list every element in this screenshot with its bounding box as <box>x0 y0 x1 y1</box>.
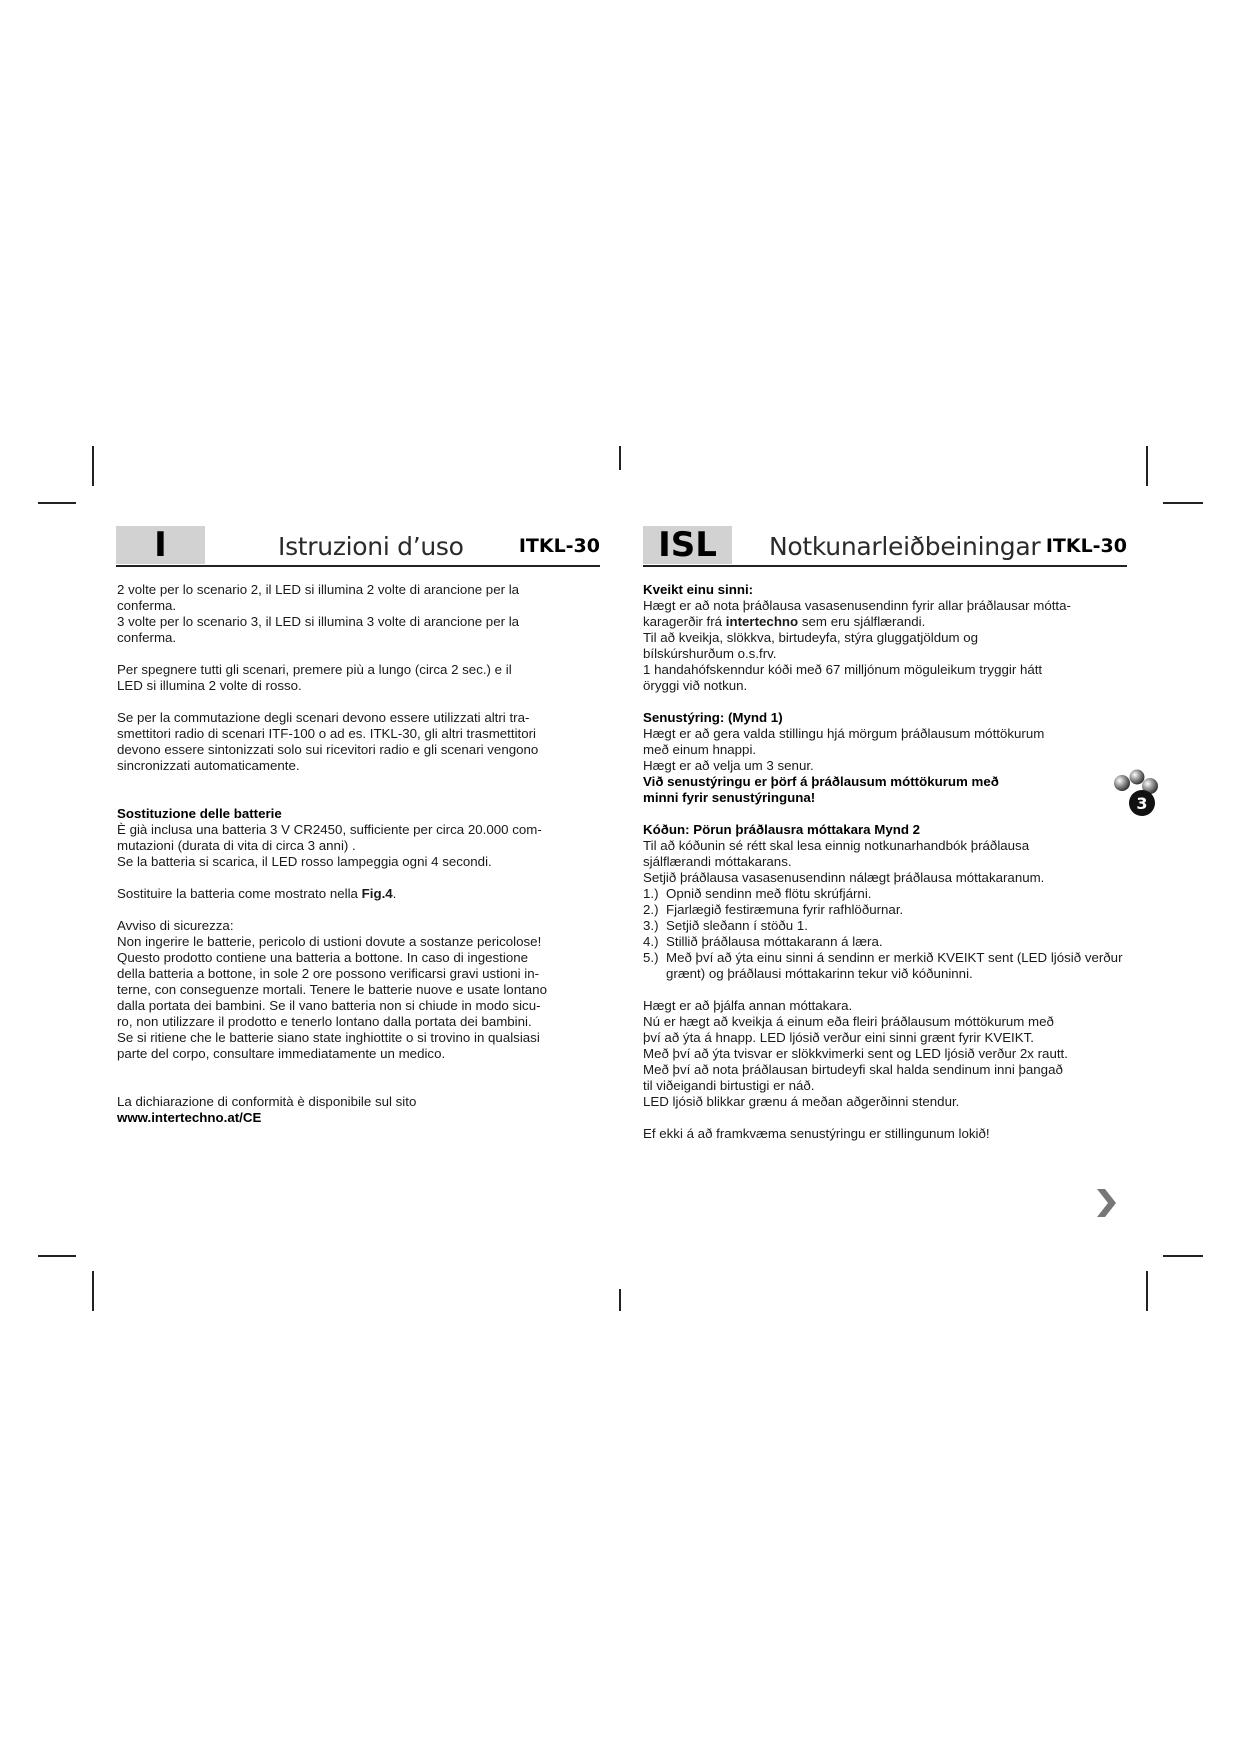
list-item <box>643 934 1138 950</box>
section-heading: Kveikt einu sinni: <box>643 582 754 597</box>
list-item <box>643 886 1138 902</box>
step-text: Fjarlægið festiræmuna fyrir rafhlöðurnar. <box>666 902 904 917</box>
page-title: Notkunarleiðbeiningar <box>769 532 1041 561</box>
figure-reference: Fig.4 <box>361 886 393 901</box>
crop-mark <box>92 446 94 486</box>
body-line <box>117 886 605 902</box>
step-number: 4.) <box>643 934 659 949</box>
body-line: È già inclusa una batteria 3 V CR2450, sufficiente per circa 20.000 com- <box>117 822 542 837</box>
body-line <box>643 614 1138 630</box>
body-line: Se si ritiene che le batterie siano state inghiottite o si trovino in qualsiasi <box>117 1030 540 1045</box>
body-line: með einum hnappi. <box>643 742 757 757</box>
body-text: karagerðir frá <box>643 614 726 629</box>
step-number: 3.) <box>643 918 659 933</box>
body-line: Til að kveikja, slökkva, birtudeyfa, stýra gluggatjöldum og <box>643 630 979 645</box>
step-text: Með því að ýta einu sinni á sendinn er merkið KVEIKT sent (LED ljósið verður grænt) og þráðlausi móttakarinn tekur við kóðuninni. <box>666 950 1123 981</box>
step-number: 1.) <box>643 886 659 901</box>
step-number: 5.) <box>643 950 659 965</box>
body-line: smettitori radio di scenari ITF-100 o ad es. ITKL-30, gli altri trasmettitori <box>117 726 537 741</box>
body-line: ro, non utilizzare il prodotto e tenerlo lontano dalla portata dei bambini. <box>117 1014 532 1029</box>
crop-mark <box>1163 1255 1203 1257</box>
brand-name: intertechno <box>725 614 799 629</box>
body-line: dalla portata dei bambini. Se il vano batteria non si chiude in modo sicu- <box>117 998 541 1013</box>
body-line: Nú er hægt að kveikja á einum eða fleiri þráðlausum móttökurum með <box>643 1014 1054 1029</box>
list-item <box>643 950 1138 982</box>
crop-mark <box>1163 502 1203 504</box>
section-heading: Sostituzione delle batterie <box>117 806 282 821</box>
body-line: Ef ekki á að framkvæma senustýringu er stillingunum lokið! <box>643 1126 990 1141</box>
header-rule <box>643 565 1127 567</box>
scene-3-icon <box>1110 769 1162 821</box>
chevron-right-icon[interactable] <box>1095 1188 1117 1218</box>
body-line: Til að kóðunin sé rétt skal lesa einnig notkunarhandbók þráðlausa <box>643 838 1030 853</box>
body-line: til viðeigandi birtustigi er náð. <box>643 1078 815 1093</box>
body-line: Hægt er að velja um 3 senur. <box>643 758 814 773</box>
body-line: conferma. <box>117 598 177 613</box>
model-number: ITKL-30 <box>518 535 600 557</box>
body-line: sjálflærandi móttakarans. <box>643 854 792 869</box>
crop-mark <box>38 1255 76 1257</box>
language-tag: ISL <box>643 526 732 564</box>
icelandic-page-header <box>643 526 1127 564</box>
body-line: della batteria a bottone, in sole 2 ore possono verificarsi gravi ustioni in- <box>117 966 540 981</box>
body-line: Hægt er að þjálfa annan móttakara. <box>643 998 853 1013</box>
list-item <box>643 902 1138 918</box>
body-line: Non ingerire le batterie, pericolo di ustioni dovute a sostanze pericolose! <box>117 934 542 949</box>
list-item <box>643 918 1138 934</box>
body-line: conferma. <box>117 630 177 645</box>
body-line: devono essere sintonizzati solo sui ricevitori radio e gli scenari vengono <box>117 742 539 757</box>
body-line: 3 volte per lo scenario 3, il LED si illumina 3 volte di arancione per la <box>117 614 520 629</box>
scene-icon-number: 3 <box>1136 794 1148 813</box>
italian-column <box>117 582 605 1126</box>
body-line: Avviso di sicurezza: <box>117 918 234 933</box>
body-line: Hægt er að gera valda stillingu hjá mörgum þráðlausum móttökurum <box>643 726 1045 741</box>
emphasis-line: Við senustýringu er þörf á þráðlausum móttökurum með <box>643 774 999 789</box>
body-line: því að ýta á hnapp. LED ljósið verður eini sinni grænt fyrir KVEIKT. <box>643 1030 1034 1045</box>
step-text: Stillið þráðlausa móttakarann á læra. <box>666 934 883 949</box>
body-line: 1 handahófskenndur kóði með 67 milljónum möguleikum tryggir hátt <box>643 662 1043 677</box>
body-line: Með því að ýta tvisvar er slökkvimerki sent og LED ljósið verður 2x rautt. <box>643 1046 1068 1061</box>
step-number: 2.) <box>643 902 659 917</box>
body-line: bílskúrshurðum o.s.frv. <box>643 646 777 661</box>
coding-steps <box>643 886 1138 982</box>
body-text: sem eru sjálflærandi. <box>798 614 926 629</box>
crop-mark <box>1146 1271 1148 1311</box>
replace-end: . <box>392 886 397 901</box>
body-line: Hægt er að nota þráðlausa vasasenusendinn fyrir allar þráðlausar mótta- <box>643 598 1071 613</box>
body-line: sincronizzati automaticamente. <box>117 758 300 773</box>
body-line: Per spegnere tutti gli scenari, premere più a lungo (circa 2 sec.) e il <box>117 662 512 677</box>
crop-mark <box>1146 446 1148 486</box>
body-line: öryggi við notkun. <box>643 678 748 693</box>
step-text: Setjið sleðann í stöðu 1. <box>666 918 808 933</box>
italian-page-header <box>116 526 600 564</box>
section-heading: Senustýring: (Mynd 1) <box>643 710 783 725</box>
language-tag: I <box>116 526 205 564</box>
crop-mark <box>92 1271 94 1311</box>
replace-text: Sostituire la batteria come mostrato nella <box>117 886 362 901</box>
body-line: terne, con conseguenze mortali. Tenere le batterie nuove e usate lontano <box>117 982 547 997</box>
body-line: LED ljósið blikkar grænu á meðan aðgerðinni stendur. <box>643 1094 960 1109</box>
body-line: parte del corpo, consultare immediatamente un medico. <box>117 1046 446 1061</box>
section-heading: Kóðun: Pörun þráðlausra móttakara Mynd 2 <box>643 822 921 837</box>
body-line: 2 volte per lo scenario 2, il LED si illumina 2 volte di arancione per la <box>117 582 520 597</box>
body-line: Se per la commutazione degli scenari devono essere utilizzati altri tra- <box>117 710 530 725</box>
crop-mark <box>619 446 621 470</box>
body-line: Se la batteria si scarica, il LED rosso lampeggia ogni 4 secondi. <box>117 854 492 869</box>
step-text: Opnið sendinn með flötu skrúfjárni. <box>666 886 872 901</box>
body-line: La dichiarazione di conformità è disponibile sul sito <box>117 1094 417 1109</box>
page-title: Istruzioni d’uso <box>278 532 464 561</box>
body-line: Með því að nota þráðlausan birtudeyfi skal halda sendinum inni þangað <box>643 1062 1063 1077</box>
icelandic-column <box>643 582 1148 1142</box>
body-line: Questo prodotto contiene una batteria a bottone. In caso di ingestione <box>117 950 529 965</box>
crop-mark <box>619 1289 621 1311</box>
emphasis-line: minni fyrir senustýringuna! <box>643 790 816 805</box>
body-line: Setjið þráðlausa vasasenusendinn nálægt þráðlausa móttakaranum. <box>643 870 1045 885</box>
crop-mark <box>38 502 76 504</box>
conformity-url: www.intertechno.at/CE <box>117 1110 262 1125</box>
header-rule <box>116 565 600 567</box>
model-number: ITKL-30 <box>1045 535 1127 557</box>
body-line: LED si illumina 2 volte di rosso. <box>117 678 302 693</box>
body-line: mutazioni (durata di vita di circa 3 anni) . <box>117 838 356 853</box>
